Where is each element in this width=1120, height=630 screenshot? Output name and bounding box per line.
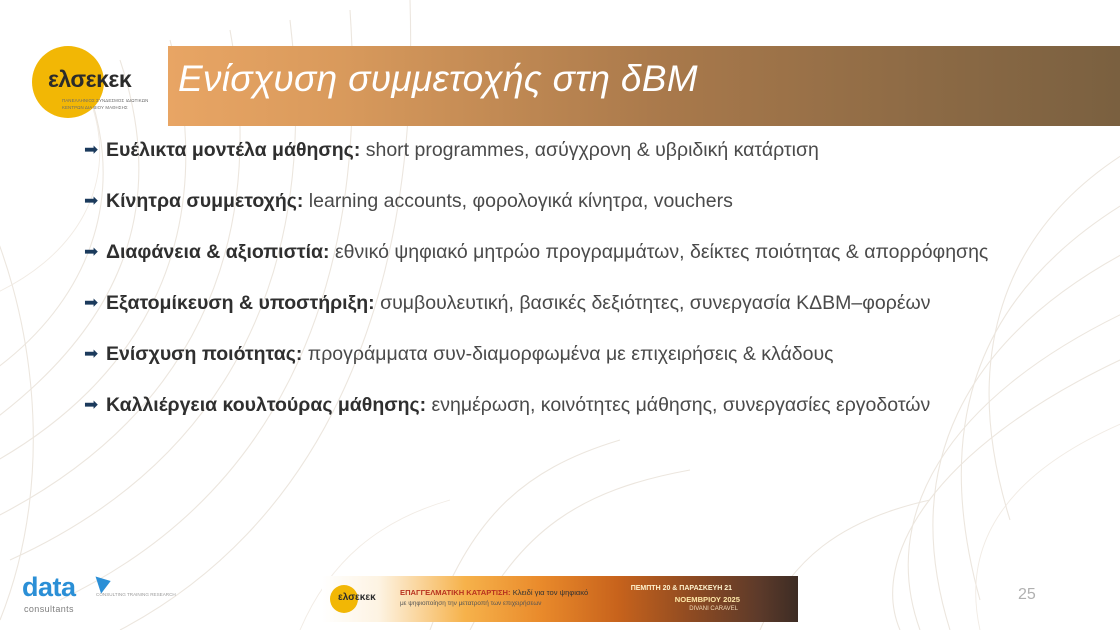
list-item-lead: Καλλιέργεια κουλτούρας μάθησης: (106, 394, 427, 416)
list-item-rest: short programmes, ασύγχρονη & υβριδική κατάρτιση (360, 139, 819, 161)
arrow-bullet-icon: ➡ (84, 242, 99, 261)
list-item-lead: Εξατομίκευση & υποστήριξη: (106, 292, 375, 314)
list-item-lead: Κίνητρα συμμετοχής: (106, 190, 304, 212)
logo-wordmark: ελσεκεκ (48, 66, 132, 92)
list-item-lead: Ενίσχυση ποιότητας: (106, 343, 303, 365)
event-banner (322, 576, 798, 622)
event-banner-title-highlight: ΕΠΑΓΓΕΛΜΑΤΙΚΗ ΚΑΤΑΡΤΙΣΗ: (400, 588, 511, 597)
event-banner-month: ΝΟΕΜΒΡΙΟΥ 2025 (674, 595, 740, 604)
list-item-rest: ενημέρωση, κοινότητες μάθησης, συνεργασίες εργοδοτών (426, 394, 931, 416)
logo-subtitle-line1: ΠΑΝΕΛΛΗΝΙΟΣ ΣΥΝΔΕΣΜΟΣ ΙΔΙΩΤΙΚΩΝ (62, 98, 149, 103)
page-title: Ενίσχυση συμμετοχής στη δΒΜ (178, 58, 698, 99)
logo-subtitle-line2: ΚΕΝΤΡΩΝ ΔΙΑ ΒΙΟΥ ΜΑΘΗΣΗΣ (62, 105, 128, 110)
arrow-bullet-icon: ➡ (84, 140, 99, 159)
list-item (84, 342, 1044, 366)
bullet-list (84, 138, 1044, 444)
kite-icon (96, 572, 114, 593)
footer-logo-fine-text: CONSULTING TRAINING RESEARCH (96, 592, 176, 597)
arrow-bullet-icon: ➡ (84, 191, 99, 210)
event-banner-date: ΠΕΜΠΤΗ 20 & ΠΑΡΑΣΚΕΥΗ 21 (630, 585, 732, 592)
arrow-bullet-icon: ➡ (84, 395, 99, 414)
list-item (84, 291, 1044, 315)
event-banner-title (400, 588, 588, 597)
list-item-rest: συμβουλευτική, βασικές δεξιότητες, συνεργασία ΚΔΒΜ–φορέων (374, 292, 931, 314)
list-item-lead: Διαφάνεια & αξιοπιστία: (106, 241, 330, 263)
footer-company-logo (22, 570, 176, 622)
list-item-rest: learning accounts, φορολογικά κίνητρα, vouchers (303, 190, 733, 212)
list-item (84, 240, 1044, 264)
footer-logo-word: data (22, 572, 76, 602)
arrow-bullet-icon: ➡ (84, 293, 99, 312)
list-item-rest: προγράμματα συν-διαμορφωμένα με επιχειρήσεις & κλάδους (302, 343, 834, 365)
organisation-logo (22, 40, 162, 126)
footer-logo-consultants: consultants (24, 604, 74, 614)
event-banner-logo-word: ελσεκεκ (338, 592, 376, 603)
event-banner-venue: DIVANI CARAVEL (689, 606, 738, 612)
list-item (84, 393, 1044, 417)
arrow-bullet-icon: ➡ (84, 344, 99, 363)
list-item (84, 189, 1044, 213)
list-item-lead: Ευέλικτα μοντέλα μάθησης: (106, 139, 361, 161)
list-item (84, 138, 1044, 162)
slide-number: 25 (1018, 586, 1036, 603)
list-item-rest: εθνικό ψηφιακό μητρώο προγραμμάτων, δείκτες ποιότητας & απορρόφησης (329, 241, 989, 263)
event-banner-title-rest: Κλειδί για τον ψηφιακό (510, 588, 589, 597)
event-banner-subtitle: με ψηφιοποίηση την μετατροπή των επιχειρήσεων (400, 600, 542, 607)
